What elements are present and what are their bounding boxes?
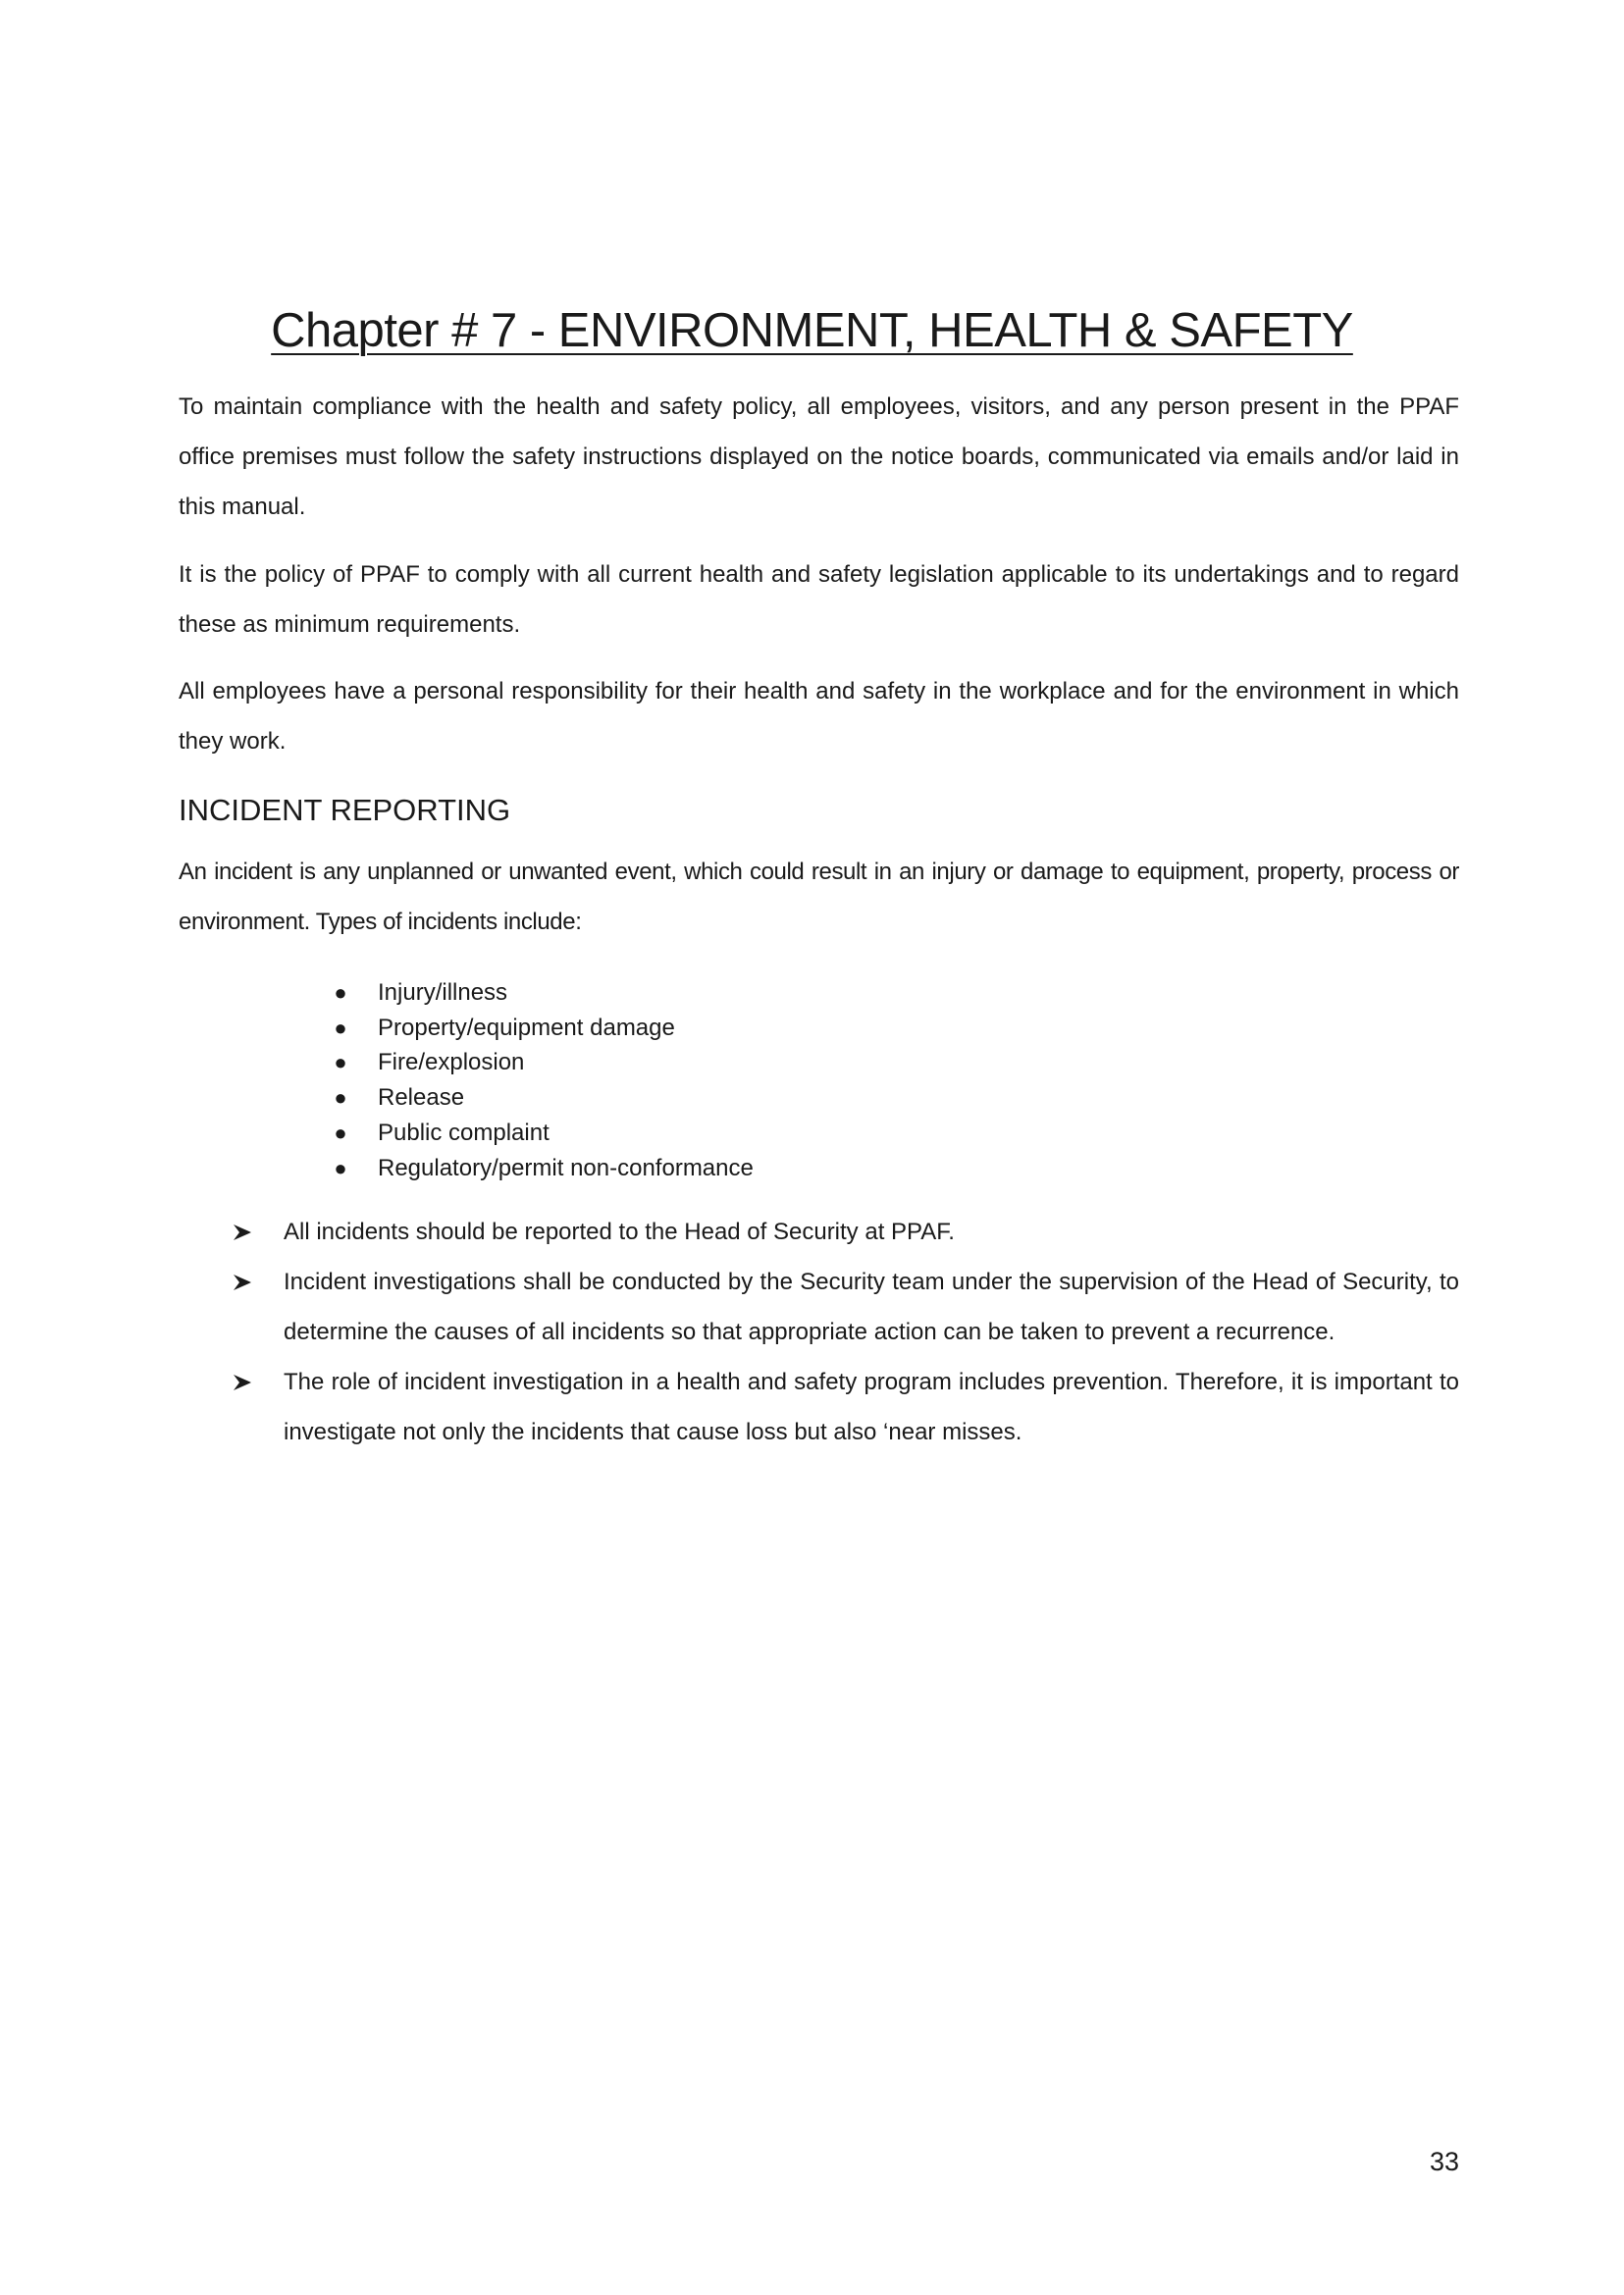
- paragraph-text: To maintain compliance with the health and safety policy, all employees, visitors, and any person present in the PPAF office premises must follow the safety instructions displayed on the notice boards, communicated via emails and/or laid in this manual.: [179, 393, 1459, 520]
- arrowhead-bullet-icon: [233, 1357, 256, 1407]
- list-item-text: Incident investigations shall be conducted by the Security team under the supervision of the Head of Security, to determine the causes of all incidents so that appropriate action can be taken to prevent a recurrence.: [284, 1269, 1459, 1345]
- chapter-title: Chapter # 7 - ENVIRONMENT, HEALTH & SAFETY: [271, 304, 1353, 357]
- intro-paragraph-2: [179, 549, 1459, 650]
- page-number: 33: [1429, 2147, 1459, 2176]
- list-item-text: Regulatory/permit non-conformance: [378, 1154, 754, 1181]
- section-heading-incident-reporting: INCIDENT REPORTING: [179, 793, 511, 827]
- list-item-text: Release: [378, 1084, 465, 1112]
- bullet-dot-icon: ●: [334, 1120, 347, 1145]
- arrowhead-bullet-icon: [233, 1207, 256, 1257]
- arrowhead-bullet-icon: [233, 1257, 256, 1307]
- list-item-text: Fire/explosion: [378, 1049, 525, 1076]
- incident-points-list: [233, 1207, 1459, 1457]
- bullet-dot-icon: ●: [334, 980, 347, 1005]
- bullet-dot-icon: ●: [334, 1050, 347, 1075]
- list-item: [331, 1080, 754, 1116]
- list-item: [233, 1207, 1459, 1257]
- list-item: [331, 975, 754, 1011]
- paragraph-text: An incident is any unplanned or unwanted event, which could result in an injury or damage to equipment, property, process or environment. Types of incidents include:: [179, 859, 1459, 935]
- incident-intro-paragraph: [179, 847, 1459, 947]
- list-item-text: Injury/illness: [378, 979, 508, 1006]
- list-item: [331, 1011, 754, 1046]
- list-item-text: Property/equipment damage: [378, 1014, 675, 1041]
- bullet-dot-icon: ●: [334, 1015, 347, 1040]
- list-item-text: All incidents should be reported to the Head of Security at PPAF.: [284, 1219, 955, 1245]
- bullet-dot-icon: ●: [334, 1085, 347, 1111]
- list-item: [233, 1257, 1459, 1357]
- intro-paragraph-1: [179, 382, 1459, 532]
- incident-types-list: [331, 975, 754, 1185]
- paragraph-text: It is the policy of PPAF to comply with all current health and safety legislation applicable to its undertakings and to regard these as minimum requirements.: [179, 561, 1459, 638]
- list-item: [331, 1151, 754, 1186]
- list-item: [233, 1357, 1459, 1457]
- bullet-dot-icon: ●: [334, 1155, 347, 1180]
- paragraph-text: All employees have a personal responsibility for their health and safety in the workplace and for the environment in which they work.: [179, 678, 1459, 755]
- list-item-text: Public complaint: [378, 1119, 550, 1146]
- list-item: [331, 1116, 754, 1151]
- intro-paragraph-3: [179, 666, 1459, 766]
- list-item: [331, 1045, 754, 1080]
- list-item-text: The role of incident investigation in a health and safety program includes prevention. Therefore, it is important to investigate not only the incidents that cause loss but also ‘near misses.: [284, 1369, 1459, 1445]
